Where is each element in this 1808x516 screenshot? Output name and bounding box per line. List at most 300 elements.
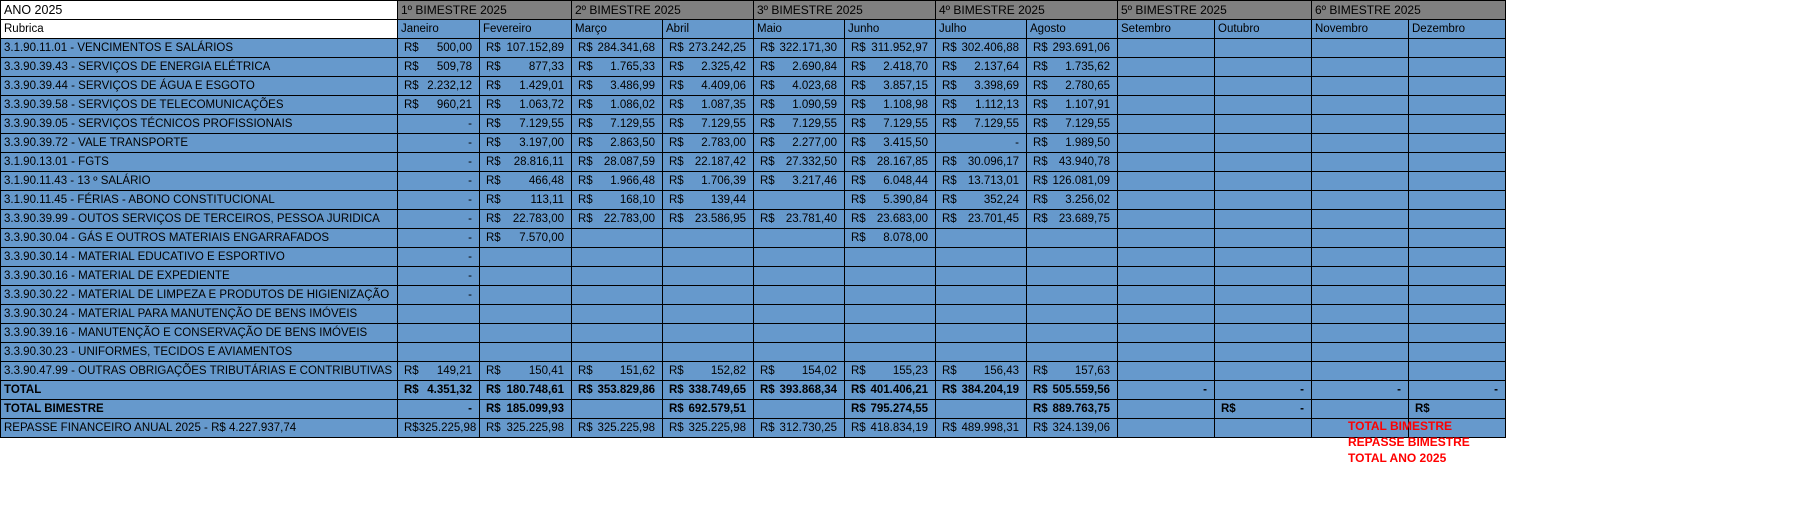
value-cell: R$ 7.129,55 bbox=[1027, 115, 1118, 134]
column-header-novembro: Novembro bbox=[1312, 20, 1409, 39]
value-cell bbox=[845, 324, 936, 343]
total-bimestre-value: R$ 692.579,51 bbox=[663, 400, 754, 419]
value-cell bbox=[1215, 229, 1312, 248]
rubrica-cell: 3.3.90.30.14 - MATERIAL EDUCATIVO E ESPORTIVO bbox=[1, 248, 398, 267]
value-cell: R$ 2.780,65 bbox=[1027, 77, 1118, 96]
value-cell bbox=[1118, 115, 1215, 134]
value-cell: R$ 1.087,35 bbox=[663, 96, 754, 115]
value-cell bbox=[1118, 153, 1215, 172]
value-cell: R$ 4.409,06 bbox=[663, 77, 754, 96]
repasse-value-cell bbox=[1215, 419, 1312, 438]
value-cell: R$ 23.683,00 bbox=[845, 210, 936, 229]
value-cell bbox=[1118, 343, 1215, 362]
total-bimestre-value: R$ 889.763,75 bbox=[1027, 400, 1118, 419]
total-value-cell: R$ 4.351,32 bbox=[398, 381, 480, 400]
value-cell: R$ 1.063,72 bbox=[480, 96, 572, 115]
value-cell: R$ 311.952,97 bbox=[845, 39, 936, 58]
table-row bbox=[1, 172, 1506, 191]
column-header-agosto: Agosto bbox=[1027, 20, 1118, 39]
value-cell bbox=[936, 286, 1027, 305]
column-header-setembro: Setembro bbox=[1118, 20, 1215, 39]
value-cell: R$ 3.398,69 bbox=[936, 77, 1027, 96]
value-cell: R$ 284.341,68 bbox=[572, 39, 663, 58]
value-cell bbox=[1409, 210, 1506, 229]
value-cell: R$ 156,43 bbox=[936, 362, 1027, 381]
value-cell bbox=[1312, 96, 1409, 115]
value-cell: R$ 1.706,39 bbox=[663, 172, 754, 191]
note-repasse-bimestre: REPASSE BIMESTRE bbox=[1348, 435, 1470, 449]
value-cell: - bbox=[398, 248, 480, 267]
value-cell bbox=[1027, 229, 1118, 248]
value-cell: R$ 157,63 bbox=[1027, 362, 1118, 381]
value-cell bbox=[1312, 248, 1409, 267]
value-cell bbox=[1409, 172, 1506, 191]
value-cell: - bbox=[398, 153, 480, 172]
total-value-cell: R$ 353.829,86 bbox=[572, 381, 663, 400]
column-header-dezembro: Dezembro bbox=[1409, 20, 1506, 39]
value-cell: R$ 28.087,59 bbox=[572, 153, 663, 172]
value-cell bbox=[663, 248, 754, 267]
value-cell bbox=[754, 324, 845, 343]
value-cell bbox=[1312, 305, 1409, 324]
bimester-header-1: 1º BIMESTRE 2025 bbox=[398, 1, 572, 20]
bimester-header-6: 6º BIMESTRE 2025 bbox=[1312, 1, 1506, 20]
column-header-fevereiro: Fevereiro bbox=[480, 20, 572, 39]
value-cell bbox=[1409, 191, 1506, 210]
value-cell: R$ 168,10 bbox=[572, 191, 663, 210]
value-cell: R$ 3.857,15 bbox=[845, 77, 936, 96]
rubrica-cell: 3.3.90.30.22 - MATERIAL DE LIMPEZA E PRODUTOS DE HIGIENIZAÇÃO bbox=[1, 286, 398, 305]
repasse-value-cell: R$ 325.225,98 bbox=[480, 419, 572, 438]
table-row bbox=[1, 77, 1506, 96]
value-cell bbox=[936, 267, 1027, 286]
value-cell: R$ 155,23 bbox=[845, 362, 936, 381]
value-cell: - bbox=[398, 210, 480, 229]
total-value-cell: - bbox=[1118, 381, 1215, 400]
table-row bbox=[1, 134, 1506, 153]
value-cell: R$ 13.713,01 bbox=[936, 172, 1027, 191]
total-row bbox=[1, 381, 1506, 400]
value-cell bbox=[1027, 324, 1118, 343]
value-cell: R$ 8.078,00 bbox=[845, 229, 936, 248]
value-cell bbox=[936, 343, 1027, 362]
total-value-cell: R$ 393.868,34 bbox=[754, 381, 845, 400]
value-cell: R$ 3.256,02 bbox=[1027, 191, 1118, 210]
value-cell bbox=[754, 343, 845, 362]
value-cell bbox=[663, 229, 754, 248]
total-value-cell: - bbox=[1312, 381, 1409, 400]
value-cell bbox=[845, 267, 936, 286]
table-body bbox=[1, 39, 1506, 438]
value-cell bbox=[1409, 305, 1506, 324]
value-cell: R$ 23.701,45 bbox=[936, 210, 1027, 229]
value-cell: R$ 2.418,70 bbox=[845, 58, 936, 77]
value-cell bbox=[1312, 172, 1409, 191]
empty-cell bbox=[754, 400, 845, 419]
value-cell: R$ 2.690,84 bbox=[754, 58, 845, 77]
value-cell bbox=[1409, 286, 1506, 305]
value-cell: R$ 3.197,00 bbox=[480, 134, 572, 153]
value-cell bbox=[1215, 58, 1312, 77]
value-cell: R$ 150,41 bbox=[480, 362, 572, 381]
value-cell bbox=[572, 305, 663, 324]
value-cell bbox=[936, 248, 1027, 267]
value-cell: R$ 28.167,85 bbox=[845, 153, 936, 172]
value-cell: R$ 139,44 bbox=[663, 191, 754, 210]
value-cell bbox=[754, 229, 845, 248]
year-title: ANO 2025 bbox=[1, 1, 398, 20]
rubrica-cell: 3.1.90.11.45 - FÉRIAS - ABONO CONSTITUCIONAL bbox=[1, 191, 398, 210]
column-header-marco: Março bbox=[572, 20, 663, 39]
rubrica-cell: 3.3.90.30.24 - MATERIAL PARA MANUTENÇÃO DE BENS IMÓVEIS bbox=[1, 305, 398, 324]
value-cell bbox=[480, 267, 572, 286]
value-cell: R$ 2.863,50 bbox=[572, 134, 663, 153]
value-cell bbox=[754, 191, 845, 210]
value-cell: R$ 877,33 bbox=[480, 58, 572, 77]
value-cell bbox=[1215, 77, 1312, 96]
value-cell bbox=[1118, 58, 1215, 77]
value-cell bbox=[1409, 39, 1506, 58]
repasse-value-cell: R$ 325.225,98 bbox=[663, 419, 754, 438]
value-cell bbox=[1215, 153, 1312, 172]
value-cell bbox=[845, 305, 936, 324]
bimester-header-3: 3º BIMESTRE 2025 bbox=[754, 1, 936, 20]
value-cell bbox=[845, 248, 936, 267]
value-cell: R$ 7.570,00 bbox=[480, 229, 572, 248]
value-cell: R$ 2.277,00 bbox=[754, 134, 845, 153]
value-cell: R$ 3.217,46 bbox=[754, 172, 845, 191]
value-cell: R$ 113,11 bbox=[480, 191, 572, 210]
total-value-cell: - bbox=[1409, 381, 1506, 400]
value-cell bbox=[663, 305, 754, 324]
total-value-cell: R$ 505.559,56 bbox=[1027, 381, 1118, 400]
total-value-cell: R$ 338.749,65 bbox=[663, 381, 754, 400]
value-cell bbox=[1215, 324, 1312, 343]
total-value-cell: - bbox=[1215, 381, 1312, 400]
value-cell: R$ 1.086,02 bbox=[572, 96, 663, 115]
empty-cell bbox=[1118, 400, 1215, 419]
value-cell: R$ 322.171,30 bbox=[754, 39, 845, 58]
rubrica-cell: 3.3.90.39.16 - MANUTENÇÃO E CONSERVAÇÃO DE BENS IMÓVEIS bbox=[1, 324, 398, 343]
value-cell bbox=[1118, 362, 1215, 381]
value-cell bbox=[572, 248, 663, 267]
value-cell bbox=[1118, 248, 1215, 267]
bimester-header-4: 4º BIMESTRE 2025 bbox=[936, 1, 1118, 20]
column-header-janeiro: Janeiro bbox=[398, 20, 480, 39]
table-row bbox=[1, 286, 1506, 305]
value-cell: R$ 154,02 bbox=[754, 362, 845, 381]
value-cell bbox=[1118, 229, 1215, 248]
value-cell: R$ 2.232,12 bbox=[398, 77, 480, 96]
value-cell bbox=[663, 324, 754, 343]
table-row bbox=[1, 153, 1506, 172]
value-cell bbox=[1312, 115, 1409, 134]
value-cell: - bbox=[398, 172, 480, 191]
value-cell bbox=[1409, 58, 1506, 77]
value-cell bbox=[754, 267, 845, 286]
value-cell: R$ 7.129,55 bbox=[663, 115, 754, 134]
value-cell: R$ 107.152,89 bbox=[480, 39, 572, 58]
column-header-maio: Maio bbox=[754, 20, 845, 39]
value-cell bbox=[1118, 324, 1215, 343]
value-cell bbox=[1312, 39, 1409, 58]
value-cell bbox=[1215, 267, 1312, 286]
rubrica-cell: 3.3.90.39.99 - OUTOS SERVIÇOS DE TERCEIROS, PESSOA JURIDICA bbox=[1, 210, 398, 229]
value-cell bbox=[1215, 343, 1312, 362]
total-bimestre-value: R$ bbox=[1409, 400, 1506, 419]
table-row bbox=[1, 58, 1506, 77]
value-cell: R$ 7.129,55 bbox=[936, 115, 1027, 134]
total-bimestre-value: R$ 185.099,93 bbox=[480, 400, 572, 419]
value-cell bbox=[1312, 210, 1409, 229]
total-bimestre-value: - bbox=[398, 400, 480, 419]
total-value-cell: R$ 401.406,21 bbox=[845, 381, 936, 400]
header-row-bimesters bbox=[1, 1, 1506, 20]
value-cell bbox=[572, 324, 663, 343]
table-row bbox=[1, 267, 1506, 286]
value-cell bbox=[936, 305, 1027, 324]
value-cell: R$ 1.108,98 bbox=[845, 96, 936, 115]
table-row bbox=[1, 210, 1506, 229]
column-header-julho: Julho bbox=[936, 20, 1027, 39]
value-cell bbox=[1409, 77, 1506, 96]
value-cell bbox=[480, 286, 572, 305]
value-cell bbox=[754, 305, 845, 324]
value-cell bbox=[1409, 96, 1506, 115]
repasse-value-cell: R$ 312.730,25 bbox=[754, 419, 845, 438]
value-cell bbox=[1409, 267, 1506, 286]
value-cell bbox=[1312, 324, 1409, 343]
value-cell bbox=[1409, 229, 1506, 248]
value-cell bbox=[1215, 305, 1312, 324]
table-row bbox=[1, 39, 1506, 58]
repasse-value-cell: R$ 324.139,06 bbox=[1027, 419, 1118, 438]
value-cell bbox=[1312, 58, 1409, 77]
repasse-value-cell: R$ 489.998,31 bbox=[936, 419, 1027, 438]
rubrica-cell: 3.3.90.30.23 - UNIFORMES, TECIDOS E AVIAMENTOS bbox=[1, 343, 398, 362]
value-cell bbox=[1312, 134, 1409, 153]
value-cell bbox=[1215, 134, 1312, 153]
value-cell bbox=[1027, 267, 1118, 286]
value-cell bbox=[1118, 210, 1215, 229]
value-cell bbox=[845, 286, 936, 305]
value-cell bbox=[1118, 96, 1215, 115]
value-cell bbox=[1409, 324, 1506, 343]
value-cell: R$ 293.691,06 bbox=[1027, 39, 1118, 58]
value-cell bbox=[1312, 191, 1409, 210]
value-cell: R$ 22.783,00 bbox=[572, 210, 663, 229]
empty-cell bbox=[572, 400, 663, 419]
value-cell: R$ 27.332,50 bbox=[754, 153, 845, 172]
column-header-rubrica: Rubrica bbox=[1, 20, 398, 39]
value-cell bbox=[1215, 191, 1312, 210]
repasse-label: REPASSE FINANCEIRO ANUAL 2025 - R$ 4.227.937,74 bbox=[1, 419, 398, 438]
repasse-value-cell: R$ 418.834,19 bbox=[845, 419, 936, 438]
value-cell: R$ 1.989,50 bbox=[1027, 134, 1118, 153]
value-cell bbox=[1118, 191, 1215, 210]
value-cell: R$ 466,48 bbox=[480, 172, 572, 191]
value-cell bbox=[1118, 286, 1215, 305]
value-cell: R$ 7.129,55 bbox=[572, 115, 663, 134]
total-value-cell: R$ 180.748,61 bbox=[480, 381, 572, 400]
rubrica-cell: 3.3.90.47.99 - OUTRAS OBRIGAÇÕES TRIBUTÁRIAS E CONTRIBUTIVAS bbox=[1, 362, 398, 381]
value-cell: R$ 1.090,59 bbox=[754, 96, 845, 115]
value-cell bbox=[1409, 362, 1506, 381]
value-cell bbox=[1312, 343, 1409, 362]
value-cell bbox=[1312, 229, 1409, 248]
value-cell: R$ 30.096,17 bbox=[936, 153, 1027, 172]
value-cell bbox=[572, 229, 663, 248]
repasse-value-cell: R$ 325.225,98 bbox=[398, 419, 480, 438]
value-cell bbox=[1215, 172, 1312, 191]
value-cell: R$ 302.406,88 bbox=[936, 39, 1027, 58]
value-cell: - bbox=[398, 134, 480, 153]
value-cell: R$ 1.735,62 bbox=[1027, 58, 1118, 77]
value-cell: R$ 1.966,48 bbox=[572, 172, 663, 191]
empty-cell bbox=[936, 400, 1027, 419]
rubrica-cell: 3.1.90.11.43 - 13 º SALÁRIO bbox=[1, 172, 398, 191]
value-cell: R$ 3.486,99 bbox=[572, 77, 663, 96]
note-total-ano: TOTAL ANO 2025 bbox=[1348, 451, 1447, 465]
value-cell bbox=[936, 229, 1027, 248]
value-cell: R$ 7.129,55 bbox=[845, 115, 936, 134]
value-cell: R$ 5.390,84 bbox=[845, 191, 936, 210]
rubrica-cell: 3.3.90.39.43 - SERVIÇOS DE ENERGIA ELÉTRICA bbox=[1, 58, 398, 77]
value-cell bbox=[1215, 362, 1312, 381]
value-cell bbox=[1312, 77, 1409, 96]
header-row-months bbox=[1, 20, 1506, 39]
rubrica-cell: 3.3.90.39.58 - SERVIÇOS DE TELECOMUNICAÇÕES bbox=[1, 96, 398, 115]
value-cell bbox=[1409, 115, 1506, 134]
value-cell bbox=[1312, 286, 1409, 305]
value-cell bbox=[398, 343, 480, 362]
value-cell: R$ 3.415,50 bbox=[845, 134, 936, 153]
value-cell bbox=[1027, 248, 1118, 267]
total-bimestre-value: R$ - bbox=[1215, 400, 1312, 419]
table-row bbox=[1, 191, 1506, 210]
value-cell bbox=[480, 248, 572, 267]
value-cell: R$ 1.765,33 bbox=[572, 58, 663, 77]
value-cell bbox=[398, 324, 480, 343]
value-cell bbox=[754, 286, 845, 305]
value-cell bbox=[480, 324, 572, 343]
empty-cell bbox=[1312, 400, 1409, 419]
table-row bbox=[1, 343, 1506, 362]
table-row bbox=[1, 115, 1506, 134]
value-cell bbox=[1027, 305, 1118, 324]
bimester-header-5: 5º BIMESTRE 2025 bbox=[1118, 1, 1312, 20]
total-bimestre-row bbox=[1, 400, 1506, 419]
repasse-value-cell bbox=[1118, 419, 1215, 438]
value-cell: R$ 149,21 bbox=[398, 362, 480, 381]
value-cell bbox=[1118, 305, 1215, 324]
rubrica-cell: 3.3.90.30.16 - MATERIAL DE EXPEDIENTE bbox=[1, 267, 398, 286]
table-row bbox=[1, 362, 1506, 381]
value-cell: R$ 960,21 bbox=[398, 96, 480, 115]
value-cell bbox=[1118, 267, 1215, 286]
value-cell bbox=[480, 305, 572, 324]
rubrica-cell: 3.1.90.13.01 - FGTS bbox=[1, 153, 398, 172]
value-cell: R$ 7.129,55 bbox=[480, 115, 572, 134]
value-cell: R$ 23.586,95 bbox=[663, 210, 754, 229]
value-cell: R$ 1.107,91 bbox=[1027, 96, 1118, 115]
value-cell: - bbox=[398, 286, 480, 305]
value-cell: R$ 22.187,42 bbox=[663, 153, 754, 172]
value-cell bbox=[1118, 172, 1215, 191]
value-cell bbox=[663, 267, 754, 286]
value-cell bbox=[1215, 115, 1312, 134]
rubrica-cell: 3.3.90.39.05 - SERVIÇOS TÉCNICOS PROFISSIONAIS bbox=[1, 115, 398, 134]
value-cell: - bbox=[936, 134, 1027, 153]
table-row bbox=[1, 324, 1506, 343]
value-cell: - bbox=[398, 191, 480, 210]
table-row bbox=[1, 248, 1506, 267]
rubrica-cell: 3.3.90.39.44 - SERVIÇOS DE ÁGUA E ESGOTO bbox=[1, 77, 398, 96]
value-cell bbox=[1409, 248, 1506, 267]
value-cell: R$ 509,78 bbox=[398, 58, 480, 77]
table-row bbox=[1, 305, 1506, 324]
value-cell bbox=[845, 343, 936, 362]
value-cell bbox=[663, 286, 754, 305]
value-cell: R$ 43.940,78 bbox=[1027, 153, 1118, 172]
value-cell: R$ 273.242,25 bbox=[663, 39, 754, 58]
value-cell bbox=[936, 324, 1027, 343]
value-cell: - bbox=[398, 229, 480, 248]
total-bimestre-label: TOTAL BIMESTRE bbox=[1, 400, 398, 419]
value-cell bbox=[1312, 362, 1409, 381]
value-cell bbox=[480, 343, 572, 362]
value-cell bbox=[1215, 286, 1312, 305]
rubrica-cell: 3.3.90.39.72 - VALE TRANSPORTE bbox=[1, 134, 398, 153]
value-cell bbox=[1027, 343, 1118, 362]
value-cell bbox=[1215, 39, 1312, 58]
value-cell bbox=[1215, 96, 1312, 115]
column-header-outubro: Outubro bbox=[1215, 20, 1312, 39]
value-cell: R$ 7.129,55 bbox=[754, 115, 845, 134]
value-cell: R$ 4.023,68 bbox=[754, 77, 845, 96]
value-cell bbox=[663, 343, 754, 362]
column-header-junho: Junho bbox=[845, 20, 936, 39]
value-cell: R$ 500,00 bbox=[398, 39, 480, 58]
bimester-header-2: 2º BIMESTRE 2025 bbox=[572, 1, 754, 20]
value-cell: R$ 126.081,09 bbox=[1027, 172, 1118, 191]
note-total-bimestre: TOTAL BIMESTRE bbox=[1348, 419, 1453, 433]
value-cell bbox=[572, 343, 663, 362]
value-cell bbox=[1312, 267, 1409, 286]
value-cell: R$ 2.137,64 bbox=[936, 58, 1027, 77]
column-header-abril: Abril bbox=[663, 20, 754, 39]
value-cell bbox=[1118, 134, 1215, 153]
value-cell: R$ 1.429,01 bbox=[480, 77, 572, 96]
value-cell: R$ 152,82 bbox=[663, 362, 754, 381]
value-cell bbox=[1027, 286, 1118, 305]
value-cell bbox=[572, 286, 663, 305]
value-cell: R$ 28.816,11 bbox=[480, 153, 572, 172]
value-cell: R$ 352,24 bbox=[936, 191, 1027, 210]
rubrica-cell: 3.1.90.11.01 - VENCIMENTOS E SALÁRIOS bbox=[1, 39, 398, 58]
value-cell: - bbox=[398, 115, 480, 134]
value-cell bbox=[1215, 210, 1312, 229]
total-value-cell: R$ 384.204,19 bbox=[936, 381, 1027, 400]
value-cell bbox=[1409, 153, 1506, 172]
value-cell: R$ 6.048,44 bbox=[845, 172, 936, 191]
value-cell: R$ 2.325,42 bbox=[663, 58, 754, 77]
value-cell bbox=[1215, 248, 1312, 267]
value-cell: R$ 23.689,75 bbox=[1027, 210, 1118, 229]
value-cell bbox=[754, 248, 845, 267]
value-cell: R$ 22.783,00 bbox=[480, 210, 572, 229]
value-cell bbox=[572, 267, 663, 286]
